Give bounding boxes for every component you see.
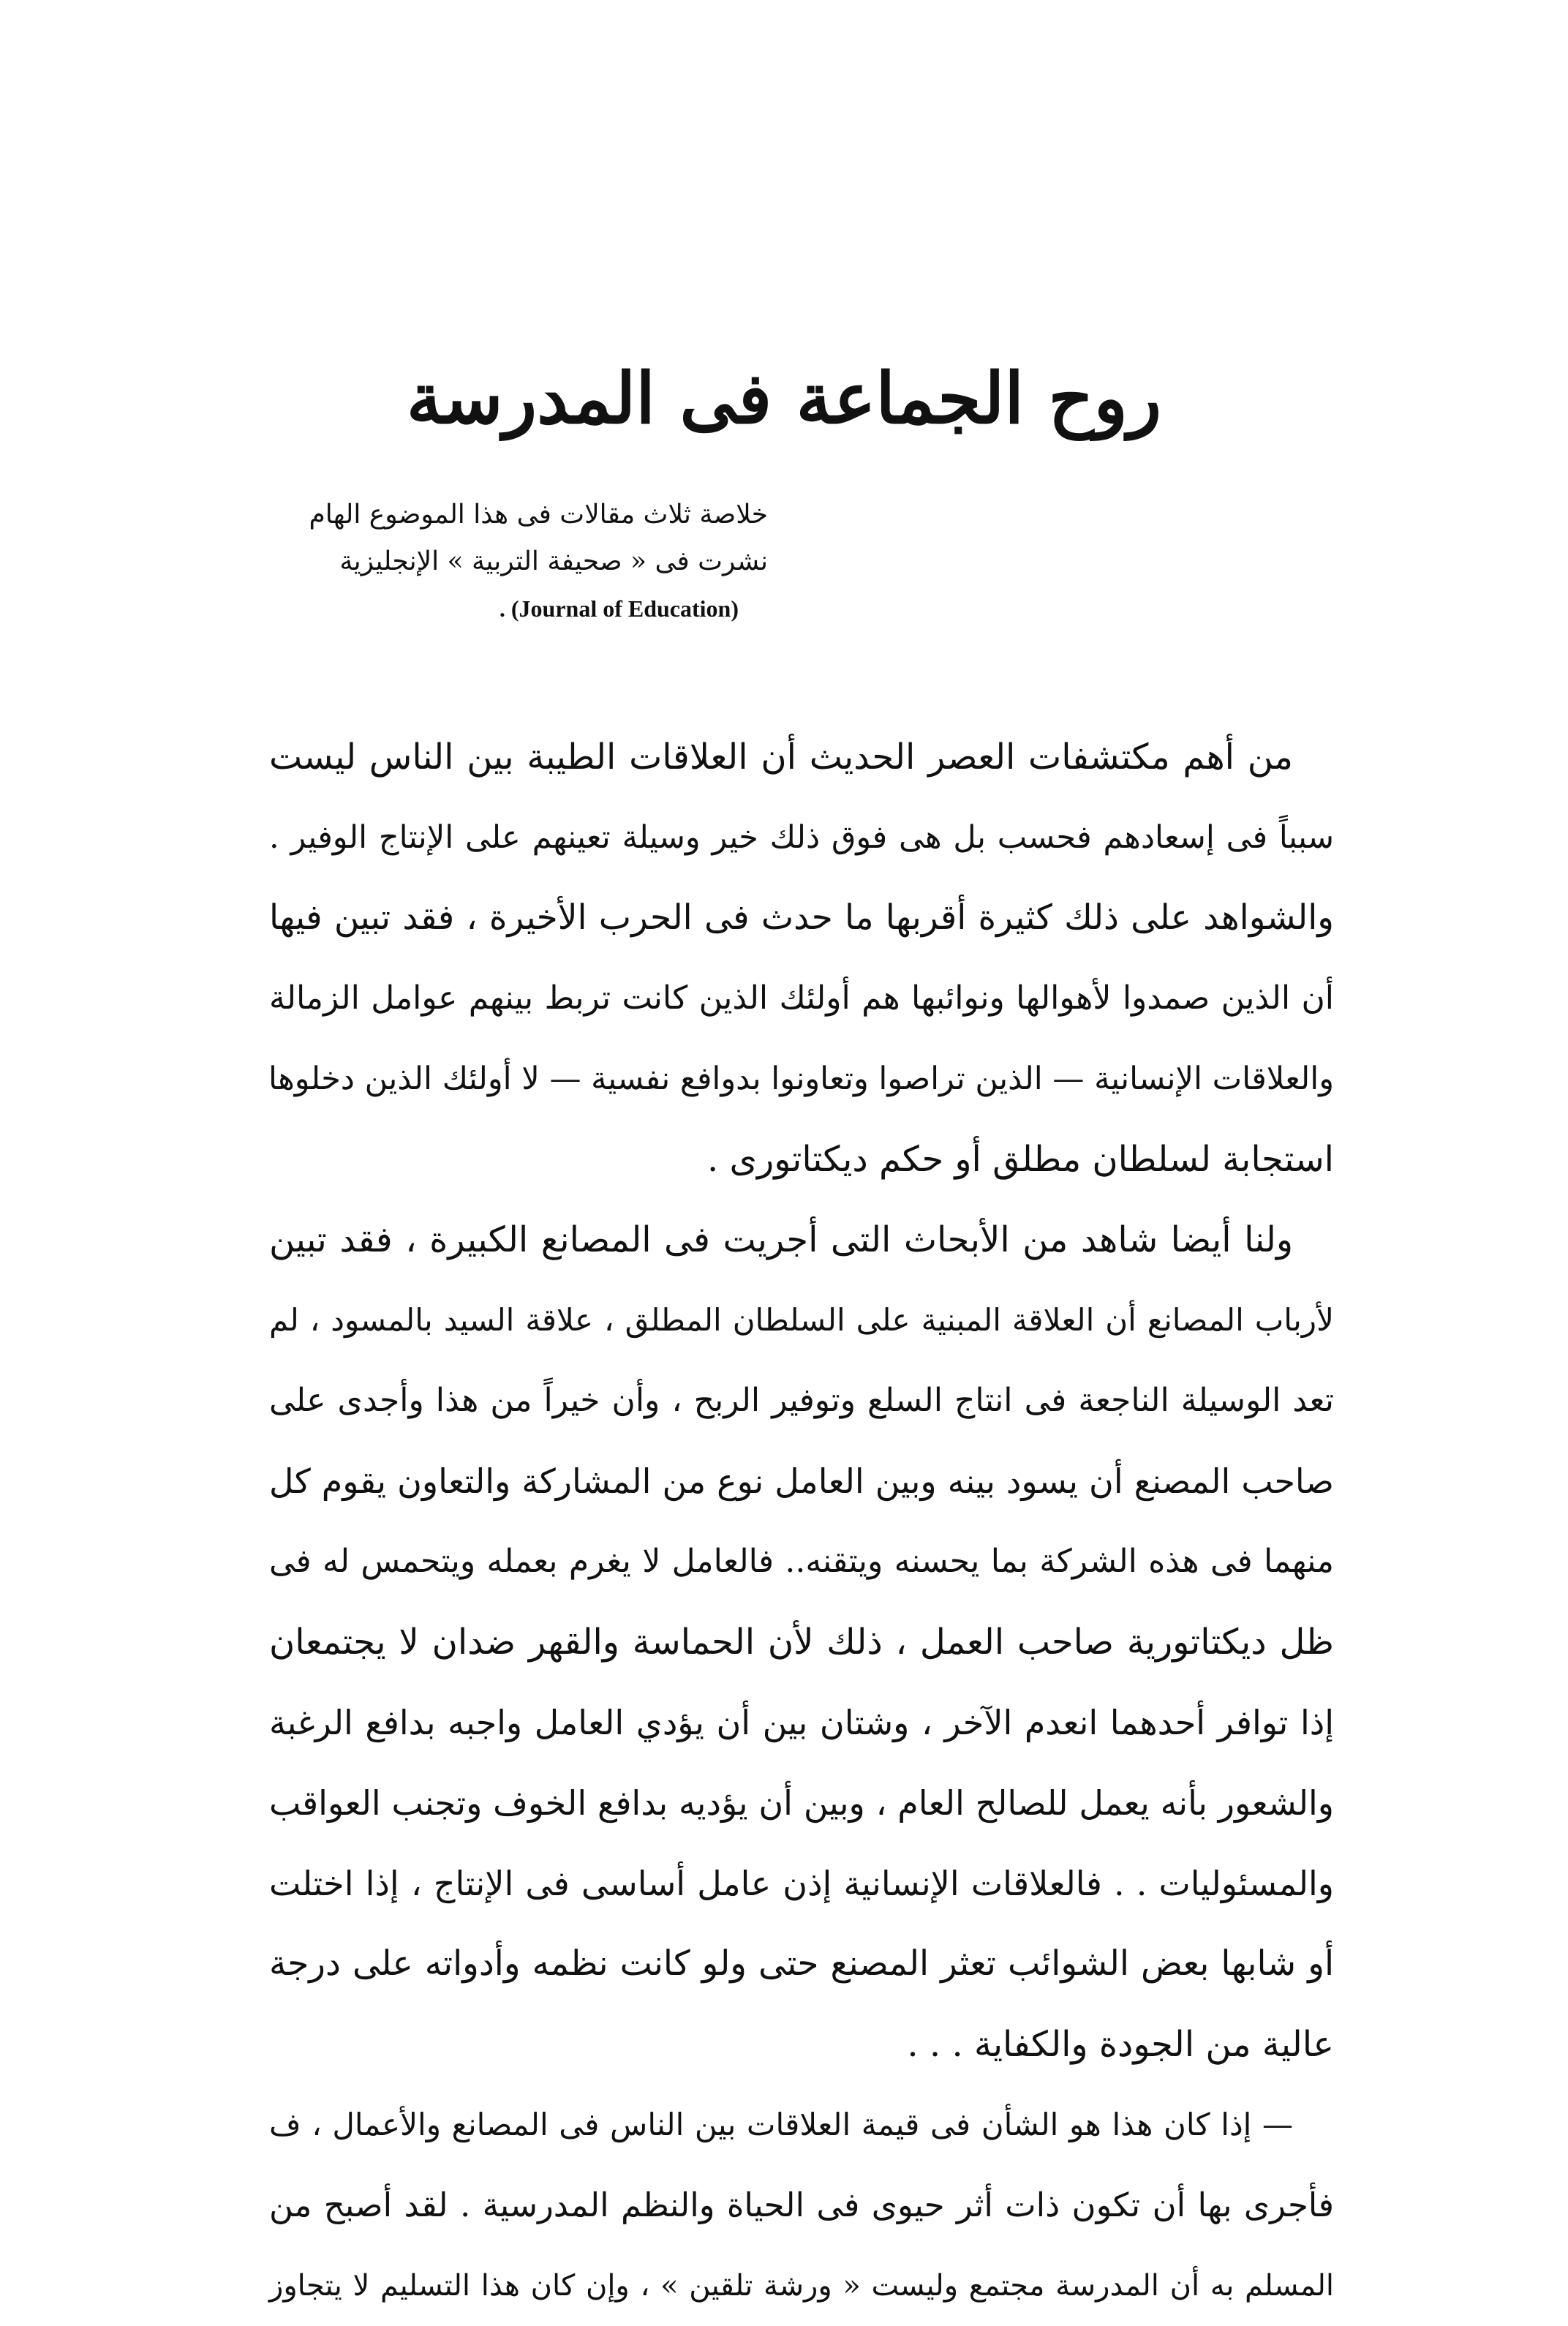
- text-line: من أهم مكتشفات العصر الحديث أن العلاقات الطيبة بين الناس ليست: [269, 737, 1293, 778]
- text-line: إذا توافر أحدهما انعدم الآخر ، وشتان بين أن يؤدي العامل واجبه بدافع الرغبة: [269, 1703, 1334, 1742]
- article-body: [269, 717, 1334, 2326]
- subtitle-journal-name: . (Journal of Education): [499, 595, 739, 622]
- text-line: تعد الوسيلة الناجعة فى انتاج السلع وتوفير الربح ، وأن خيراً من هذا وأجدى على: [269, 1382, 1334, 1419]
- text-line: لأرباب المصانع أن العلاقة المبنية على السلطان المطلق ، علاقة السيد بالمسود ، لم: [269, 1302, 1334, 1338]
- text-line: سبباً فى إسعادهم فحسب بل هى فوق ذلك خير وسيلة تعينهم على الإنتاج الوفير .: [269, 819, 1334, 856]
- text-line: عالية من الجودة والكفاية . . .: [907, 2024, 1334, 2065]
- text-line: — إذا كان هذا هو الشأن فى قيمة العلاقات بين الناس فى المصانع والأعمال ، ف: [269, 2107, 1293, 2142]
- text-line: منهما فى هذه الشركة بما يحسنه ويتقنه.. فالعامل لا يغرم بعمله ويتحمس له فى: [269, 1543, 1334, 1580]
- text-line: ولنا أيضا شاهد من الأبحاث التى أجريت فى المصانع الكبيرة ، فقد تبين: [269, 1219, 1293, 1260]
- text-line: فأجرى بها أن تكون ذات أثر حيوى فى الحياة والنظم المدرسية . لقد أصبح من: [269, 2186, 1334, 2224]
- text-line: استجابة لسلطان مطلق أو حكم ديكتاتورى .: [706, 1139, 1334, 1180]
- page-title: روح الجماعة فى المدرسة: [406, 357, 1162, 440]
- text-line: والمسئوليات . . فالعلاقات الإنسانية إذن عامل أساسى فى الإنتاج ، إذا اختلت: [269, 1864, 1334, 1903]
- subtitle-block: [263, 492, 768, 632]
- text-line: والشواهد على ذلك كثيرة أقربها ما حدث فى الحرب الأخيرة ، فقد تبين فيها: [269, 897, 1334, 938]
- text-line: والشعور بأنه يعمل للصالح العام ، وبين أن يؤديه بدافع الخوف وتجنب العواقب: [269, 1783, 1334, 1823]
- subtitle-line: نشرت فى « صحيفة التربية » الإنجليزية: [339, 546, 768, 576]
- text-line: صاحب المصنع أن يسود بينه وبين العامل نوع من المشاركة والتعاون يقوم كل: [269, 1461, 1334, 1501]
- text-line: أو شابها بعض الشوائب تعثر المصنع حتى ولو كانت نظمه وأدواته على درجة: [269, 1943, 1334, 1984]
- text-line: والعلاقات الإنسانية — الذين تراصوا وتعاونوا بدوافع نفسية — لا أولئك الذين دخلوها: [268, 1061, 1334, 1097]
- text-line: المسلم به أن المدرسة مجتمع وليست « ورشة تلقين » ، وإن كان هذا التسليم لا يتجاوز: [269, 2269, 1334, 2303]
- subtitle-line: خلاصة ثلاث مقالات فى هذا الموضوع الهام: [309, 500, 768, 530]
- text-line: ظل ديكتاتورية صاحب العمل ، ذلك لأن الحماسة والقهر ضدان لا يجتمعان: [269, 1622, 1334, 1663]
- text-line: أن الذين صمدوا لأهوالها ونوائبها هم أولئك الذين كانت تربط بينهم عوامل الزمالة: [269, 979, 1334, 1017]
